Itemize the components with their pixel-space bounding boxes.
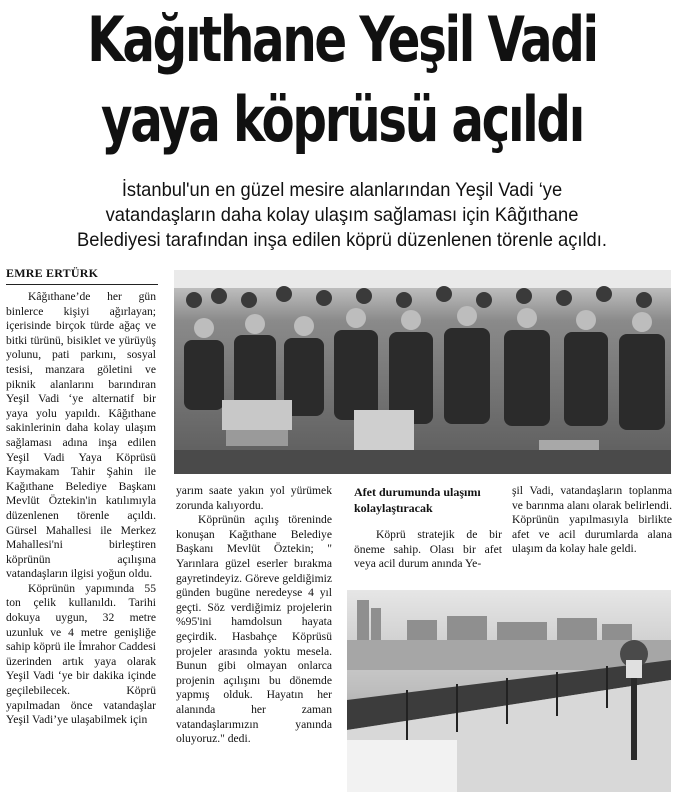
bridge-photo xyxy=(347,590,671,792)
column-2-paragraph-2: Köprünün açılış töreninde konuşan Kağıthane Belediye Başkanı Mevlüt Öztekin; " Yarınlara güzel eserler bırakma gayretindeyiz. Göreve geldiğimiz günden bugüne neredeyse 4 yıl geçti. Söz verdiğimiz projelerin %95'ini hamdolsun hayata geçirdik. Hasbahçe Köprüsü projeler arasında yoktu mesela. Bunun gibi olmayan onlarca projenin açılışını bu dönemde yapmış olduk. Hayatın her alanında her zaman vatandaşlarımızın yanında oluyoruz." dedi. xyxy=(176,513,332,746)
column-1-paragraph-1: Kâğıthane’de her gün binlerce kişiyi ağırlayan; içerisinde birçok türde ağaç ve bitki türünü, bisiklet ve yürüyüş yolunu, pati parkını, sosyal tesisi, manzara göletini ve piknik alanlarını barındıran Yeşil Vadi ‘ye alternatif bir yaya yolu yapıldı. Kâğıthane sakinlerinin daha kolay ulaşım sağlaması adına inşa edilen Yeşil Vadi Yaya Köprüsü Kaymakam Tahir Şahin ile Kağıthane Belediye Başkanı Mevlüt Öztekin'in katılımıyla düzenlenen törenle açıldı. Gürsel Mahallesi ile Merkez Mahallesi'ni birleştiren köprünün açılışına vatandaşların ilgisi yoğun oldu. xyxy=(6,290,156,581)
article-column-1 xyxy=(6,290,156,728)
column-1-paragraph-2: Köprünün yapımında 55 ton çelik kullanıldı. Tarihi dokuya uygun, 32 metre uzunluk ve 4 metre genişliğe sahip köprü ile İmrahor Caddesi üzerinden artık yaya olarak Yeşil Vadi ‘ye bir dakika içinde geçilebilecek. Köprü yapılmadan önce vatandaşlar Yeşil Vadi’ye ulaşabilmek için xyxy=(6,581,156,727)
lead-line-3: Belediyesi tarafından inşa edilen köprü düzenlenen törenle açıldı. xyxy=(77,229,607,251)
column-4-paragraph-1: şil Vadi, vatandaşların toplanma ve barınma alanı olarak belirlendi. Köprünün yapılmasıyla birlikte afet ve acil durumlarda alana ulaşım da kolay hale geldi. xyxy=(512,484,672,556)
lead-paragraph xyxy=(30,178,654,253)
article-column-3 xyxy=(354,528,502,572)
section-subhead: Afet durumunda ulaşımı kolaylaştıracak xyxy=(354,485,481,515)
column-3-paragraph-1: Köprü stratejik de bir öneme sahip. Olası bir afet veya acil durum anında Ye- xyxy=(354,528,502,571)
lead-line-1: İstanbul'un en güzel mesire alanlarından Yeşil Vadi ‘ye xyxy=(121,179,563,201)
byline: EMRE ERTÜRK xyxy=(6,266,158,285)
headline-line-1: Kağıthane Yeşil Vadi xyxy=(87,3,597,76)
bridge-photo-image xyxy=(347,590,671,792)
headline xyxy=(75,0,609,160)
lead-line-2: vatandaşların daha kolay ulaşım sağlaması için Kâğıthane xyxy=(105,204,579,226)
column-2-paragraph-1: yarım saate yakın yol yürümek zorunda kalıyordu. xyxy=(176,484,332,512)
ceremony-photo-image xyxy=(174,270,671,474)
ceremony-photo xyxy=(174,270,671,474)
headline-line-2: yaya köprüsü açıldı xyxy=(101,83,583,156)
article-column-2 xyxy=(176,484,332,747)
article-column-4 xyxy=(512,484,672,557)
